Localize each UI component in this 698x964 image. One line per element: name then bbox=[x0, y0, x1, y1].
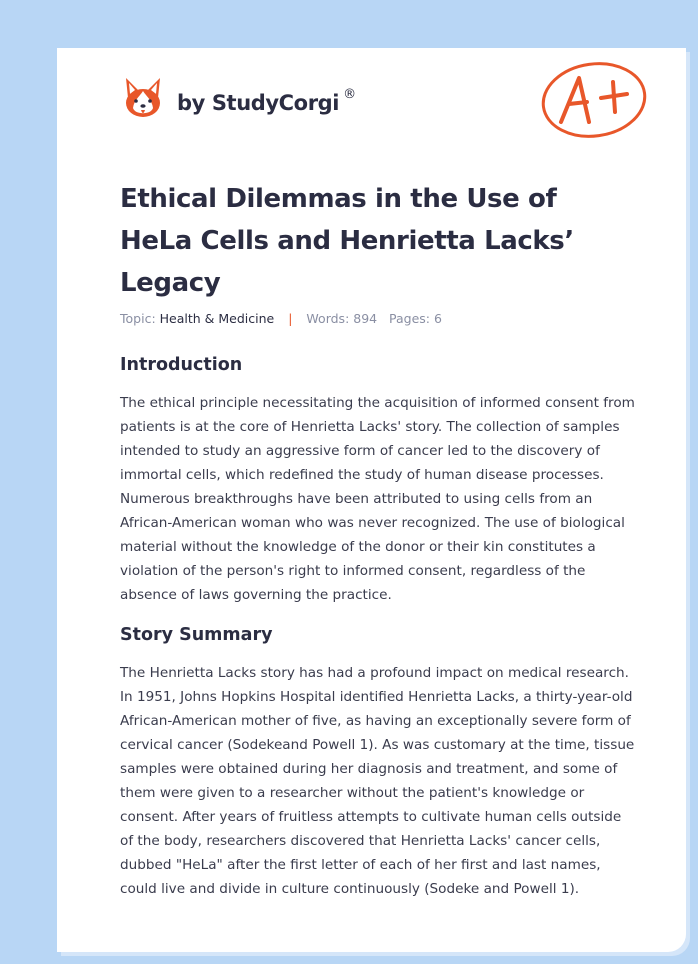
meta-separator: | bbox=[288, 311, 293, 326]
word-count: Words: 894 bbox=[306, 311, 378, 326]
section-body-story-summary: The Henrietta Lacks story has had a profound impact on medical research. In 1951, Johns Hopkins Hospital identified Henrietta Lacks, a thirty-year-old African-American mother of five, as having an exceptionally severe form of cervical cancer (Sodekeand Powell 1). As was customary at the time, tissue samples were obtained during her diagnosis and treatment, and some of them were given to a researcher without the patient's knowledge or consent. After years of fruitless attempts to cultivate human cells outside of the body, researchers discovered that Henrietta Lacks' cancer cells, dubbed "HeLa" after the first letter of each of her first and last names, could live and divide in culture continuously (Sodeke and Powell 1). bbox=[120, 665, 635, 897]
document-title: Ethical Dilemmas in the Use of HeLa Cells and Henrietta Lacks’ Legacy bbox=[120, 184, 574, 298]
document-page bbox=[57, 48, 686, 952]
page-count: Pages: 6 bbox=[389, 311, 442, 326]
topic-link[interactable]: Health & Medicine bbox=[159, 311, 275, 326]
section-body-introduction: The ethical principle necessitating the acquisition of informed consent from patients is at the core of Henrietta Lacks' story. The collection of samples intended to study an aggressive form of cancer led to the discovery of immortal cells, which redefined the study of human disease processes. Numerous breakthroughs have been attributed to using cells from an African-American woman who was never recognized. The use of biological material without the knowledge of the donor or their kin constitutes a violation of the person's right to informed consent, regardless of the absence of laws governing the practice. bbox=[120, 395, 635, 603]
brand-header[interactable] bbox=[123, 76, 356, 120]
section-heading-introduction: Introduction bbox=[120, 355, 243, 375]
brand-name: by StudyCorgi ® bbox=[177, 87, 356, 115]
section-heading-story-summary: Story Summary bbox=[120, 625, 273, 645]
a-plus-grade-badge bbox=[539, 60, 649, 140]
document-meta bbox=[120, 311, 442, 326]
corgi-logo-icon bbox=[123, 76, 163, 120]
topic-label: Topic: bbox=[120, 311, 156, 326]
